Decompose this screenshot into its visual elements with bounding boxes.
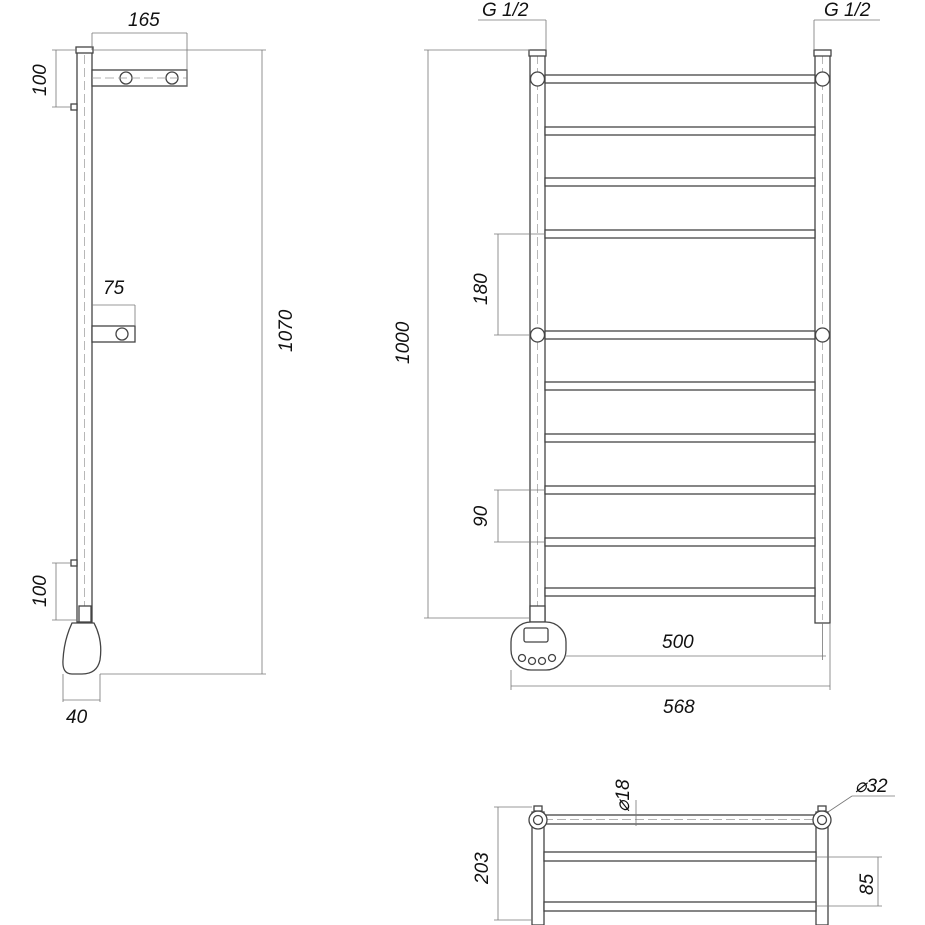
front-mount-mr bbox=[816, 328, 830, 342]
front-view bbox=[393, 0, 880, 718]
side-mid-bracket bbox=[92, 326, 135, 342]
dim-side-bottom-gap: 100 bbox=[30, 575, 51, 607]
dim-side-total-height: 1070 bbox=[276, 309, 297, 352]
top-rails bbox=[544, 815, 816, 911]
dim-top-rail-spacing: 85 bbox=[857, 873, 878, 895]
top-view bbox=[472, 776, 895, 925]
dim-front-total-width: 568 bbox=[663, 697, 695, 718]
dim-front-lower-spacing: 90 bbox=[471, 505, 492, 527]
dim-front-axis-width: 500 bbox=[662, 632, 694, 653]
dim-top-post-diameter: ⌀32 bbox=[855, 776, 888, 797]
dim-side-bracket-offset: 165 bbox=[128, 10, 160, 31]
dim-top-rail-diameter: ⌀18 bbox=[613, 779, 634, 812]
side-post-cap bbox=[76, 47, 93, 53]
dim-front-upper-spacing: 180 bbox=[471, 273, 492, 305]
front-heater-controller bbox=[511, 606, 566, 670]
label-left-thread: G 1/2 bbox=[482, 0, 529, 21]
dim-top-depth: 203 bbox=[472, 852, 493, 884]
dim-side-depth: 40 bbox=[66, 707, 88, 728]
dim-side-top-gap: 100 bbox=[30, 64, 51, 96]
front-mount-ml bbox=[531, 328, 545, 342]
side-view bbox=[30, 10, 297, 728]
front-mount-tl bbox=[531, 72, 545, 86]
dim-front-height: 1000 bbox=[393, 321, 414, 364]
side-heater-head bbox=[63, 606, 101, 674]
front-rails bbox=[545, 75, 815, 596]
dim-side-mid-bracket: 75 bbox=[103, 278, 125, 299]
side-top-bracket bbox=[92, 70, 187, 86]
label-right-thread: G 1/2 bbox=[824, 0, 871, 21]
front-mount-tr bbox=[816, 72, 830, 86]
